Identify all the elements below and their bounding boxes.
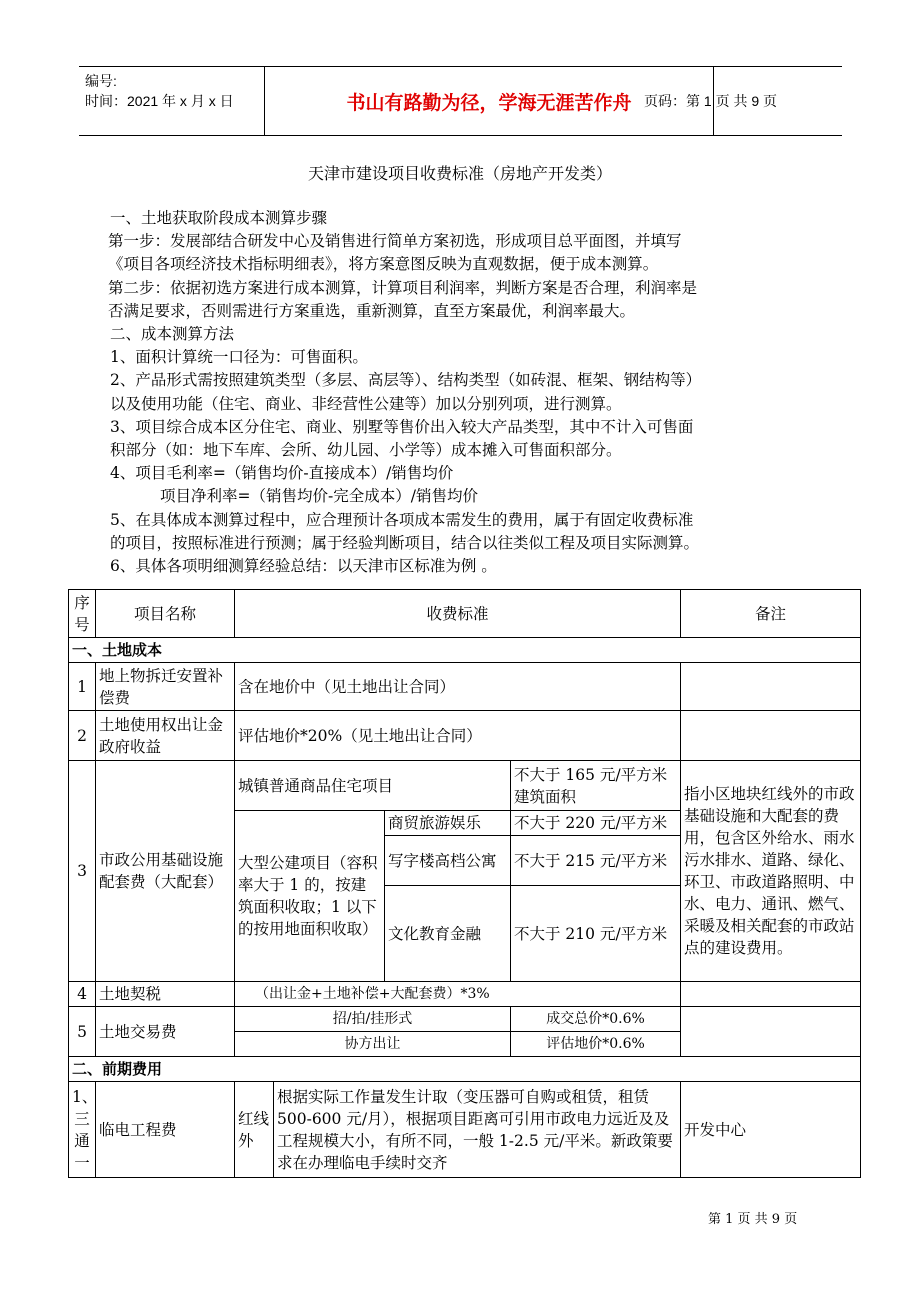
sub-category: 写字楼高档公寓 [385, 836, 511, 886]
residential-fee: 不大于 165 元/平方米建筑面积 [511, 761, 681, 811]
row-note [681, 1007, 861, 1057]
residential-type: 城镇普通商品住宅项目 [235, 761, 511, 811]
transaction-rate: 成交总价*0.6% [511, 1007, 681, 1032]
row-standard: （出让金+土地补偿+大配套费）*3% [235, 982, 681, 1007]
paragraph: 《项目各项经济技术指标明细表》，将方案意图反映为直观数据，便于成本测算。 [108, 255, 659, 274]
paragraph: 5、在具体成本测算过程中，应合理预计各项成本需发生的费用，属于有固定收费标准 [110, 510, 694, 529]
row-note [681, 982, 861, 1007]
page-header [79, 66, 842, 136]
header-name: 项目名称 [96, 590, 235, 638]
paragraph: 一、土地获取阶段成本测算步骤 [110, 209, 328, 227]
doc-body [110, 207, 830, 578]
row-name: 土地使用权出让金政府收益 [96, 711, 235, 761]
row-note: 开发中心 [681, 1082, 861, 1178]
sub-fee: 不大于 215 元/平方米 [511, 836, 681, 886]
transaction-type: 招/拍/挂形式 [235, 1007, 511, 1032]
sub-fee: 不大于 220 元/平方米 [511, 811, 681, 836]
transaction-rate: 评估地价*0.6% [511, 1032, 681, 1057]
row-no: 4 [69, 982, 96, 1007]
row-name: 市政公用基础设施配套费（大配套） [96, 761, 235, 982]
sub-category: 文化教育金融 [385, 886, 511, 982]
motto: 书山有路勤为径，学海无涯苦作舟 [264, 67, 714, 135]
paragraph: 3、项目综合成本区分住宅、商业、别墅等售价出入较大产品类型，其中不计入可售面 [110, 417, 694, 436]
paragraph: 2、产品形式需按照建筑类型（多层、高层等）、结构类型（如砖混、框架、钢结构等） [110, 371, 702, 390]
paragraph: 二、成本测算方法 [110, 325, 235, 344]
header-no: 序号 [69, 590, 96, 638]
section-preliminary-cost: 二、前期费用 [69, 1057, 861, 1082]
number-label: 编号: [85, 73, 117, 89]
paragraph: 积部分（如：地下车库、会所、幼儿园、小学等）成本摊入可售面积部分。 [110, 441, 622, 460]
paragraph: 第一步：发展部结合研发中心及销售进行简单方案初选，形成项目总平面图，并填写 [108, 232, 682, 251]
public-building-type: 大型公建项目（容积率大于 1 的，按建筑面积收取；1 以下的按用地面积收取） [235, 811, 385, 982]
paragraph: 以及使用功能（住宅、商业、非经营性公建等）加以分别列项，进行测算。 [110, 394, 622, 413]
row-standard: 评估地价*20%（见土地出让合同） [235, 711, 681, 761]
sub-fee: 不大于 210 元/平方米 [511, 886, 681, 982]
paragraph: 的项目，按照标准进行预测；属于经验判断项目，结合以往类似工程及项目实际测算。 [110, 533, 700, 552]
row-note [681, 663, 861, 711]
header-note: 备注 [681, 590, 861, 638]
paragraph: 第二步：依据初选方案进行成本测算，计算项目利润率，判断方案是否合理，利润率是 [108, 278, 698, 297]
paragraph: 6、具体各项明细测算经验总结：以天津市区标准为例 。 [110, 557, 497, 576]
row-note [681, 711, 861, 761]
row-no: 1、三通一 [69, 1082, 96, 1178]
row-scope: 红线外 [235, 1082, 274, 1178]
time-label: 时间：2021 年 x 月 x 日 [85, 93, 234, 109]
paragraph: 4、项目毛利率=（销售均价-直接成本）/销售均价 [110, 464, 454, 483]
row-no: 3 [69, 761, 96, 982]
row-standard: 含在地价中（见土地出让合同） [235, 663, 681, 711]
page-footer: 第 1 页 共 9 页 [708, 1212, 798, 1227]
infra-note: 指小区地块红线外的市政基础设施和大配套的费用，包含区外给水、雨水污水排水、道路、绿化、环卫、市政道路照明、中水、电力、通讯、燃气、采暖及相关配套的市政站点的建设费用。 [681, 761, 861, 982]
row-name: 土地交易费 [96, 1007, 235, 1057]
row-no: 5 [69, 1007, 96, 1057]
row-standard: 根据实际工作量发生计取（变压器可自购或租赁，租赁 500-600 元/月），根据项目距离可引用市政电力远近及及工程规模大小，有所不同，一般 1-2.5 元/平米。新政策要求在办理临电手续时交齐 [274, 1082, 681, 1178]
header-meta [85, 71, 234, 111]
row-no: 1 [69, 663, 96, 711]
header-standard: 收费标准 [235, 590, 681, 638]
sub-category: 商贸旅游娱乐 [385, 811, 511, 836]
row-no: 2 [69, 711, 96, 761]
page-label: 页码：第 1 页 共 9 页 [644, 93, 778, 109]
row-name: 土地契税 [96, 982, 235, 1007]
paragraph: 项目净利率=（销售均价-完全成本）/销售均价 [160, 487, 478, 506]
row-name: 地上物拆迁安置补偿费 [96, 663, 235, 711]
paragraph: 否满足要求，否则需进行方案重选，重新测算，直至方案最优，利润率最大。 [108, 301, 636, 320]
row-name: 临电工程费 [96, 1082, 235, 1178]
paragraph: 1、面积计算统一口径为：可售面积。 [110, 348, 368, 367]
fee-table [68, 589, 861, 1178]
transaction-type: 协方出让 [235, 1032, 511, 1057]
doc-title: 天津市建设项目收费标准（房地产开发类） [307, 164, 612, 183]
section-land-cost: 一、土地成本 [69, 638, 861, 663]
